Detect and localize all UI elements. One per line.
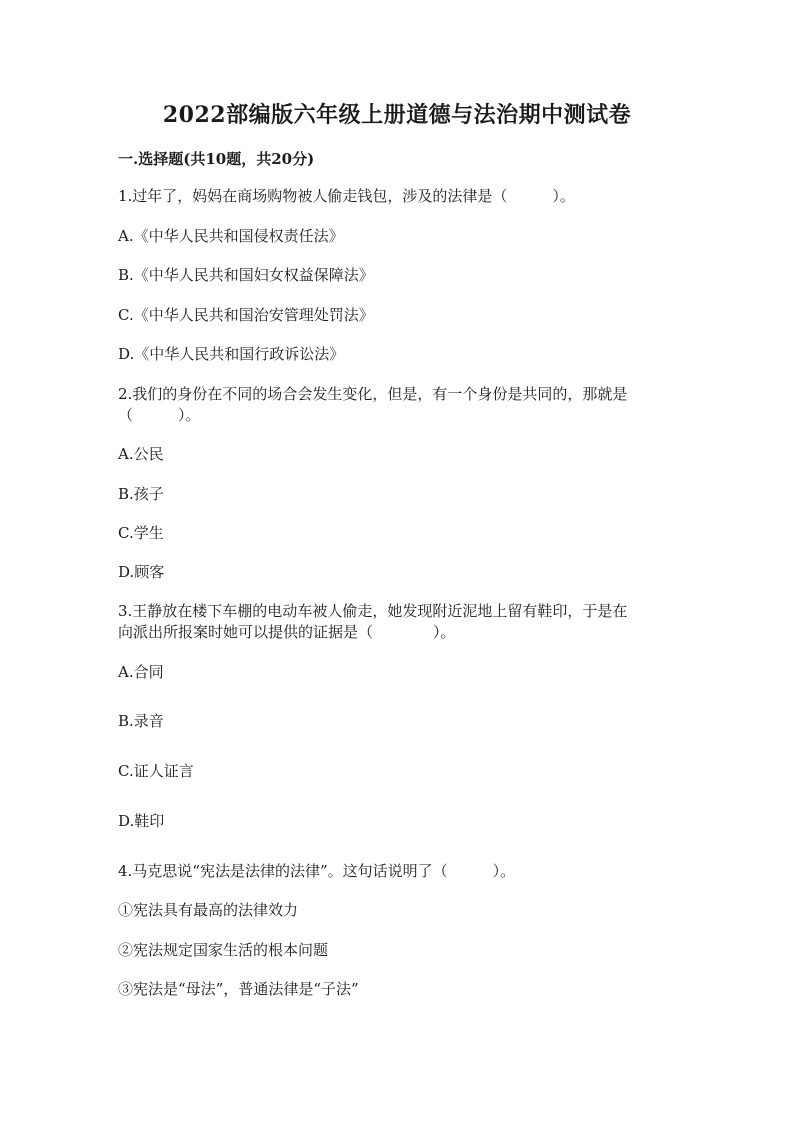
section-heading: 一.选择题(共10题，共20分): [118, 150, 315, 168]
question-1-option-d: D.《中华人民共和国行政诉讼法》: [118, 345, 345, 363]
question-3-option-b: B.录音: [118, 712, 164, 730]
question-3-stem-line-2: 向派出所报案时她可以提供的证据是（ ）。: [118, 623, 456, 641]
question-4-item-1: ①宪法具有最高的法律效力: [118, 901, 299, 919]
question-3-option-d: D.鞋印: [118, 812, 165, 830]
question-4-stem: 4.马克思说“宪法是法律的法律”。这句话说明了（ ）。: [118, 862, 516, 880]
question-2-option-a: A.公民: [118, 445, 164, 463]
question-4-item-2: ②宪法规定国家生活的根本问题: [118, 941, 329, 959]
question-2-option-d: D.顾客: [118, 563, 165, 581]
question-3-option-c: C.证人证言: [118, 762, 194, 780]
question-4-item-3: ③宪法是“母法”，普通法律是“子法”: [118, 980, 359, 998]
question-2-stem-line-2: （ ）。: [118, 406, 201, 424]
question-3-option-a: A.合同: [118, 663, 164, 681]
question-1-option-b: B.《中华人民共和国妇女权益保障法》: [118, 266, 374, 284]
question-3-stem-line-1: 3.王静放在楼下车棚的电动车被人偷走，她发现附近泥地上留有鞋印，于是在: [118, 602, 628, 620]
page-title: 2022部编版六年级上册道德与法治期中测试卷: [162, 102, 632, 128]
question-1-option-c: C.《中华人民共和国治安管理处罚法》: [118, 306, 374, 324]
question-2-option-b: B.孩子: [118, 485, 164, 503]
question-2-stem-line-1: 2.我们的身份在不同的场合会发生变化，但是，有一个身份是共同的，那就是: [118, 385, 628, 403]
question-2-option-c: C.学生: [118, 524, 164, 542]
question-1-option-a: A.《中华人民共和国侵权责任法》: [118, 227, 344, 245]
question-1-stem: 1.过年了，妈妈在商场购物被人偷走钱包，涉及的法律是（ ）。: [118, 187, 575, 205]
